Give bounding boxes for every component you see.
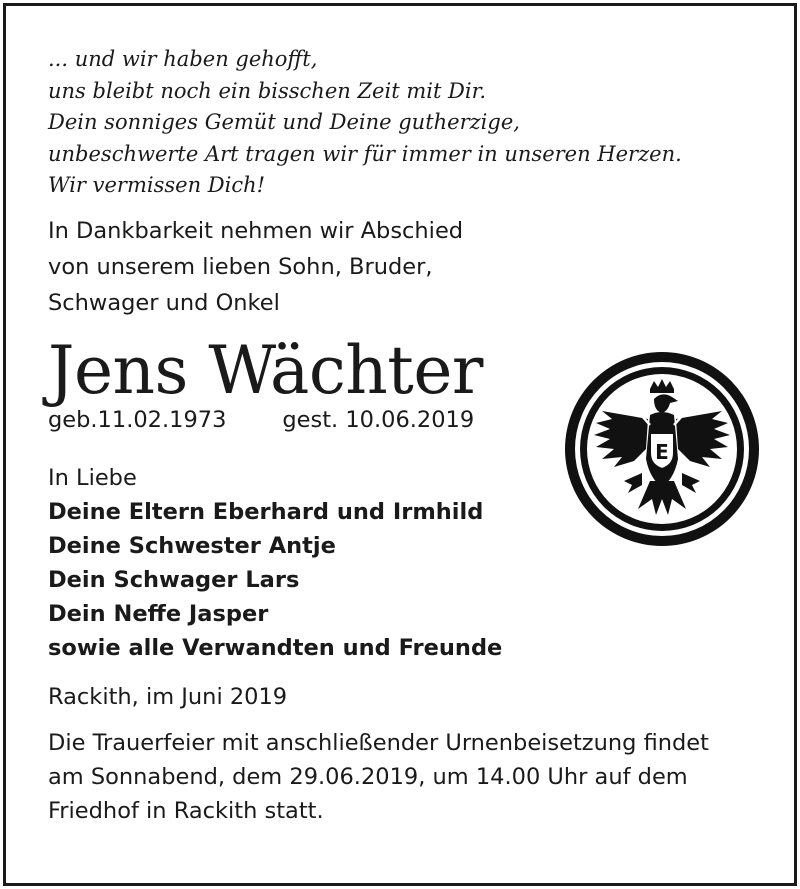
intro-line: Schwager und Onkel xyxy=(48,289,280,316)
poem-line: Dein sonniges Gemüt und Deine gutherzige, xyxy=(48,110,520,134)
ceremony-line: am Sonnabend, dem 29.06.2019, um 14.00 Uhr auf dem xyxy=(48,763,688,790)
ceremony-info xyxy=(48,726,774,828)
mourner-line: Deine Schwester Antje xyxy=(48,532,336,559)
poem-line: ... und wir haben gehofft, xyxy=(48,47,318,71)
place-date: Rackith, im Juni 2019 xyxy=(48,683,288,710)
intro-text xyxy=(48,213,774,321)
intro-line: von unserem lieben Sohn, Bruder, xyxy=(48,253,433,280)
mourner-line: Dein Neffe Jasper xyxy=(48,600,269,627)
ceremony-line: Friedhof in Rackith statt. xyxy=(48,797,324,824)
mourner-line: Deine Eltern Eberhard und Irmhild xyxy=(48,498,484,525)
mourners-heading: In Liebe xyxy=(48,464,137,491)
mourner-line: sowie alle Verwandten und Freunde xyxy=(48,634,503,661)
eagle-crest-icon xyxy=(562,349,762,549)
mourner-line: Dein Schwager Lars xyxy=(48,566,300,593)
obituary-frame xyxy=(3,3,797,886)
birth-date: geb.11.02.1973 xyxy=(48,406,227,433)
deceased-name: Jens Wächter xyxy=(48,331,483,409)
poem-line: uns bleibt noch ein bisschen Zeit mit Dir. xyxy=(48,78,487,103)
death-date: gest. 10.06.2019 xyxy=(282,406,475,433)
crest-letter: E xyxy=(655,440,669,464)
poem-line: unbeschwerte Art tragen wir für immer in unseren Herzen. xyxy=(48,141,682,166)
poem-line: Wir vermissen Dich! xyxy=(48,173,266,197)
ceremony-line: Die Trauerfeier mit anschließender Urnenbeisetzung findet xyxy=(48,729,709,756)
poem xyxy=(48,44,774,202)
intro-line: In Dankbarkeit nehmen wir Abschied xyxy=(48,217,464,244)
